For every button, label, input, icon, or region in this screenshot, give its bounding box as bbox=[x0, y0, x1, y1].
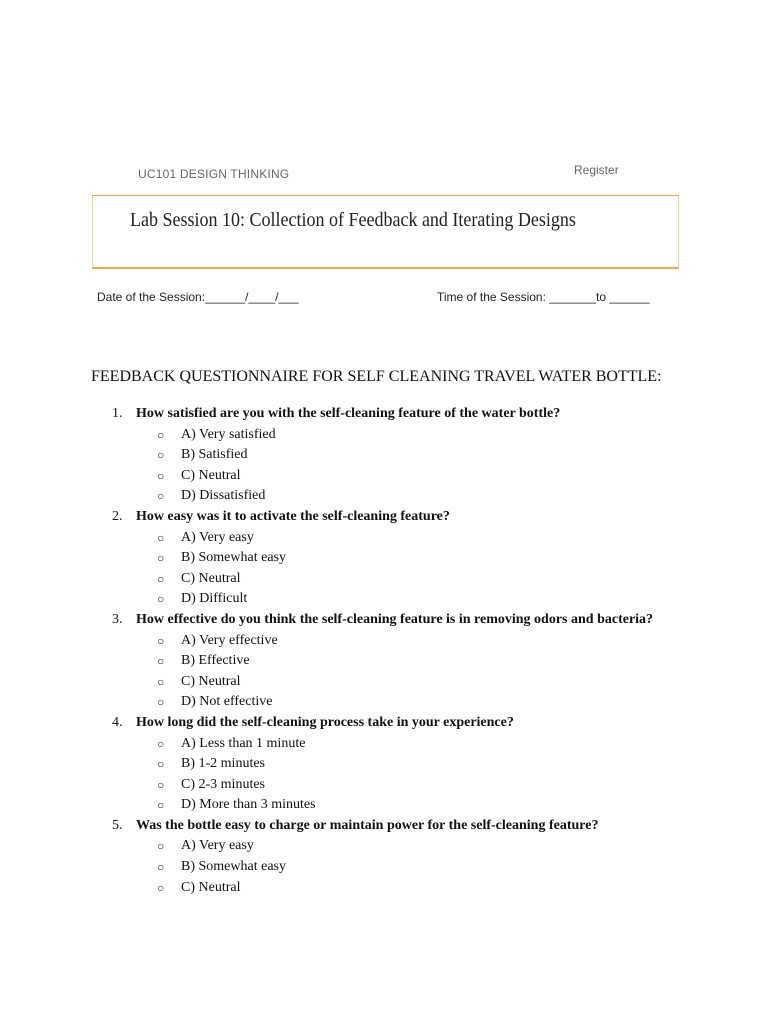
question-text: How easy was it to activate the self-cleaning feature? bbox=[136, 508, 450, 524]
answer-option-label: B) 1-2 minutes bbox=[181, 756, 265, 772]
question-number: 2. bbox=[112, 508, 123, 524]
question-item bbox=[0, 404, 768, 507]
answer-option-label: B) Somewhat easy bbox=[181, 859, 286, 875]
answer-option-label: B) Effective bbox=[181, 653, 250, 669]
register-label: Register bbox=[574, 163, 619, 177]
page-title: Lab Session 10: Collection of Feedback and Iterating Designs bbox=[130, 209, 576, 231]
answer-option-label: A) Very easy bbox=[181, 529, 254, 545]
circle-bullet-icon: ○ bbox=[157, 777, 165, 792]
answer-option-label: D) Not effective bbox=[181, 694, 273, 710]
circle-bullet-icon: ○ bbox=[157, 530, 165, 545]
circle-bullet-icon: ○ bbox=[157, 654, 165, 669]
question-text: How long did the self-cleaning process take in your experience? bbox=[136, 714, 514, 730]
circle-bullet-icon: ○ bbox=[157, 674, 165, 689]
answer-option bbox=[0, 775, 768, 796]
circle-bullet-icon: ○ bbox=[157, 592, 165, 607]
answer-option-label: C) Neutral bbox=[181, 467, 241, 483]
answer-option-label: C) Neutral bbox=[181, 570, 241, 586]
answer-option bbox=[0, 754, 768, 775]
answer-option bbox=[0, 589, 768, 610]
answer-option bbox=[0, 878, 768, 899]
circle-bullet-icon: ○ bbox=[157, 798, 165, 813]
answer-option bbox=[0, 425, 768, 446]
answer-option-label: D) Difficult bbox=[181, 591, 248, 607]
question-number: 1. bbox=[112, 406, 123, 421]
answer-option bbox=[0, 631, 768, 652]
question-item bbox=[0, 713, 768, 816]
circle-bullet-icon: ○ bbox=[157, 880, 165, 895]
question-text: Was the bottle easy to charge or maintain power for the self-cleaning feature? bbox=[136, 817, 599, 833]
answer-option bbox=[0, 528, 768, 549]
answer-option bbox=[0, 672, 768, 693]
circle-bullet-icon: ○ bbox=[157, 427, 165, 442]
answer-option bbox=[0, 734, 768, 755]
circle-bullet-icon: ○ bbox=[157, 860, 165, 875]
question-item bbox=[0, 816, 768, 898]
answer-option-label: A) Very satisfied bbox=[181, 426, 276, 442]
answer-option-label: C) 2-3 minutes bbox=[181, 776, 265, 792]
course-header: UC101 DESIGN THINKING bbox=[138, 167, 290, 181]
circle-bullet-icon: ○ bbox=[157, 551, 165, 566]
answer-option-label: B) Satisfied bbox=[181, 447, 248, 463]
answer-option bbox=[0, 795, 768, 816]
answer-option-label: A) Very easy bbox=[181, 838, 254, 854]
question-number: 5. bbox=[112, 817, 123, 833]
answer-option-label: D) More than 3 minutes bbox=[181, 797, 316, 813]
circle-bullet-icon: ○ bbox=[157, 839, 165, 854]
questionnaire-heading: FEEDBACK QUESTIONNAIRE FOR SELF CLEANING TRAVEL WATER BOTTLE: bbox=[91, 368, 662, 385]
answer-option bbox=[0, 548, 768, 569]
circle-bullet-icon: ○ bbox=[157, 448, 165, 463]
answer-option bbox=[0, 692, 768, 713]
answer-option bbox=[0, 857, 768, 878]
answer-option-label: C) Neutral bbox=[181, 879, 241, 895]
question-text: How satisfied are you with the self-cleaning feature of the water bottle? bbox=[136, 406, 561, 421]
answer-option-label: C) Neutral bbox=[181, 673, 241, 689]
circle-bullet-icon: ○ bbox=[157, 468, 165, 483]
circle-bullet-icon: ○ bbox=[157, 571, 165, 586]
question-item bbox=[0, 610, 768, 713]
circle-bullet-icon: ○ bbox=[157, 757, 165, 772]
question-item bbox=[0, 507, 768, 610]
answer-option bbox=[0, 466, 768, 487]
answer-option bbox=[0, 651, 768, 672]
answer-option bbox=[0, 836, 768, 857]
circle-bullet-icon: ○ bbox=[157, 489, 165, 504]
circle-bullet-icon: ○ bbox=[157, 736, 165, 751]
answer-option bbox=[0, 445, 768, 466]
question-number: 3. bbox=[112, 611, 123, 627]
title-box bbox=[92, 195, 679, 269]
question-list bbox=[0, 404, 768, 898]
answer-option bbox=[0, 486, 768, 507]
answer-option-label: A) Less than 1 minute bbox=[181, 735, 306, 751]
answer-option bbox=[0, 569, 768, 590]
circle-bullet-icon: ○ bbox=[157, 633, 165, 648]
answer-option-label: A) Very effective bbox=[181, 632, 278, 648]
circle-bullet-icon: ○ bbox=[157, 695, 165, 710]
answer-option-label: D) Dissatisfied bbox=[181, 488, 266, 504]
answer-option-label: B) Somewhat easy bbox=[181, 550, 286, 566]
session-date-field: Date of the Session:______/____/___ bbox=[97, 290, 299, 304]
question-number: 4. bbox=[112, 714, 123, 730]
question-text: How effective do you think the self-cleaning feature is in removing odors and bacteria? bbox=[136, 611, 654, 627]
session-time-field: Time of the Session: _______to ______ bbox=[437, 290, 650, 304]
